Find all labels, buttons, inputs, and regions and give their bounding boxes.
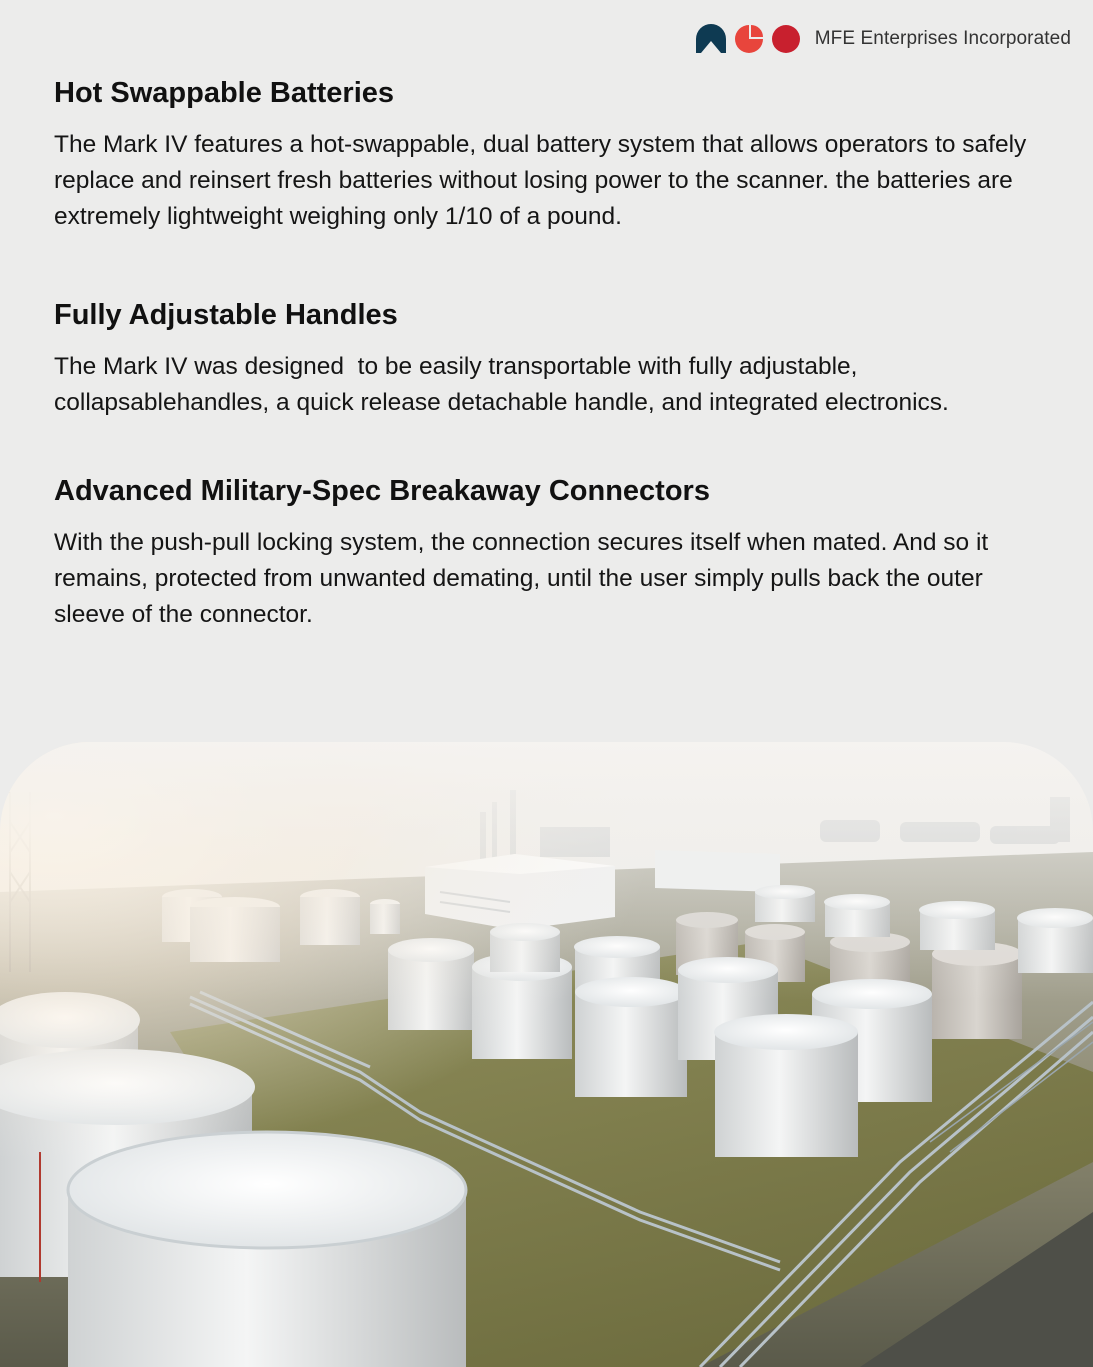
section-heading: Hot Swappable Batteries [54, 77, 395, 109]
section-body: The Mark IV features a hot-swappable, dual battery system that allows operators to safely replace and reinsert fresh batteries without losing power to the scanner. the batteries are extremely lightweight weighing only 1/10 of a pound. [54, 131, 1034, 230]
feature-hot-swappable-batteries [54, 74, 1044, 235]
logo-red-circle-icon [771, 24, 801, 54]
section-heading: Fully Adjustable Handles [54, 299, 398, 331]
section-body: With the push-pull locking system, the connection secures itself when mated. And so it remains, protected from unwanted demating, until the user simply pulls back the outer sleeve of the connector. [54, 529, 996, 628]
tank-farm-illustration [0, 742, 1093, 1367]
tank-farm-photo [0, 742, 1093, 1367]
section-body: The Mark IV was designed to be easily transportable with fully adjustable, collapsablehandles, a quick release detachable handle, and integrated electronics. [54, 353, 949, 416]
feature-adjustable-handles [54, 296, 1044, 421]
brand-header [695, 22, 1071, 56]
logo-dark-arch-icon [695, 24, 727, 54]
feature-breakaway-connectors [54, 472, 1044, 633]
logo-red-quarter-icon [733, 24, 765, 54]
feature-list [54, 74, 1044, 633]
company-name: MFE Enterprises Incorporated [814, 28, 1071, 49]
company-logo [695, 24, 801, 54]
section-heading: Advanced Military-Spec Breakaway Connectors [54, 475, 710, 507]
